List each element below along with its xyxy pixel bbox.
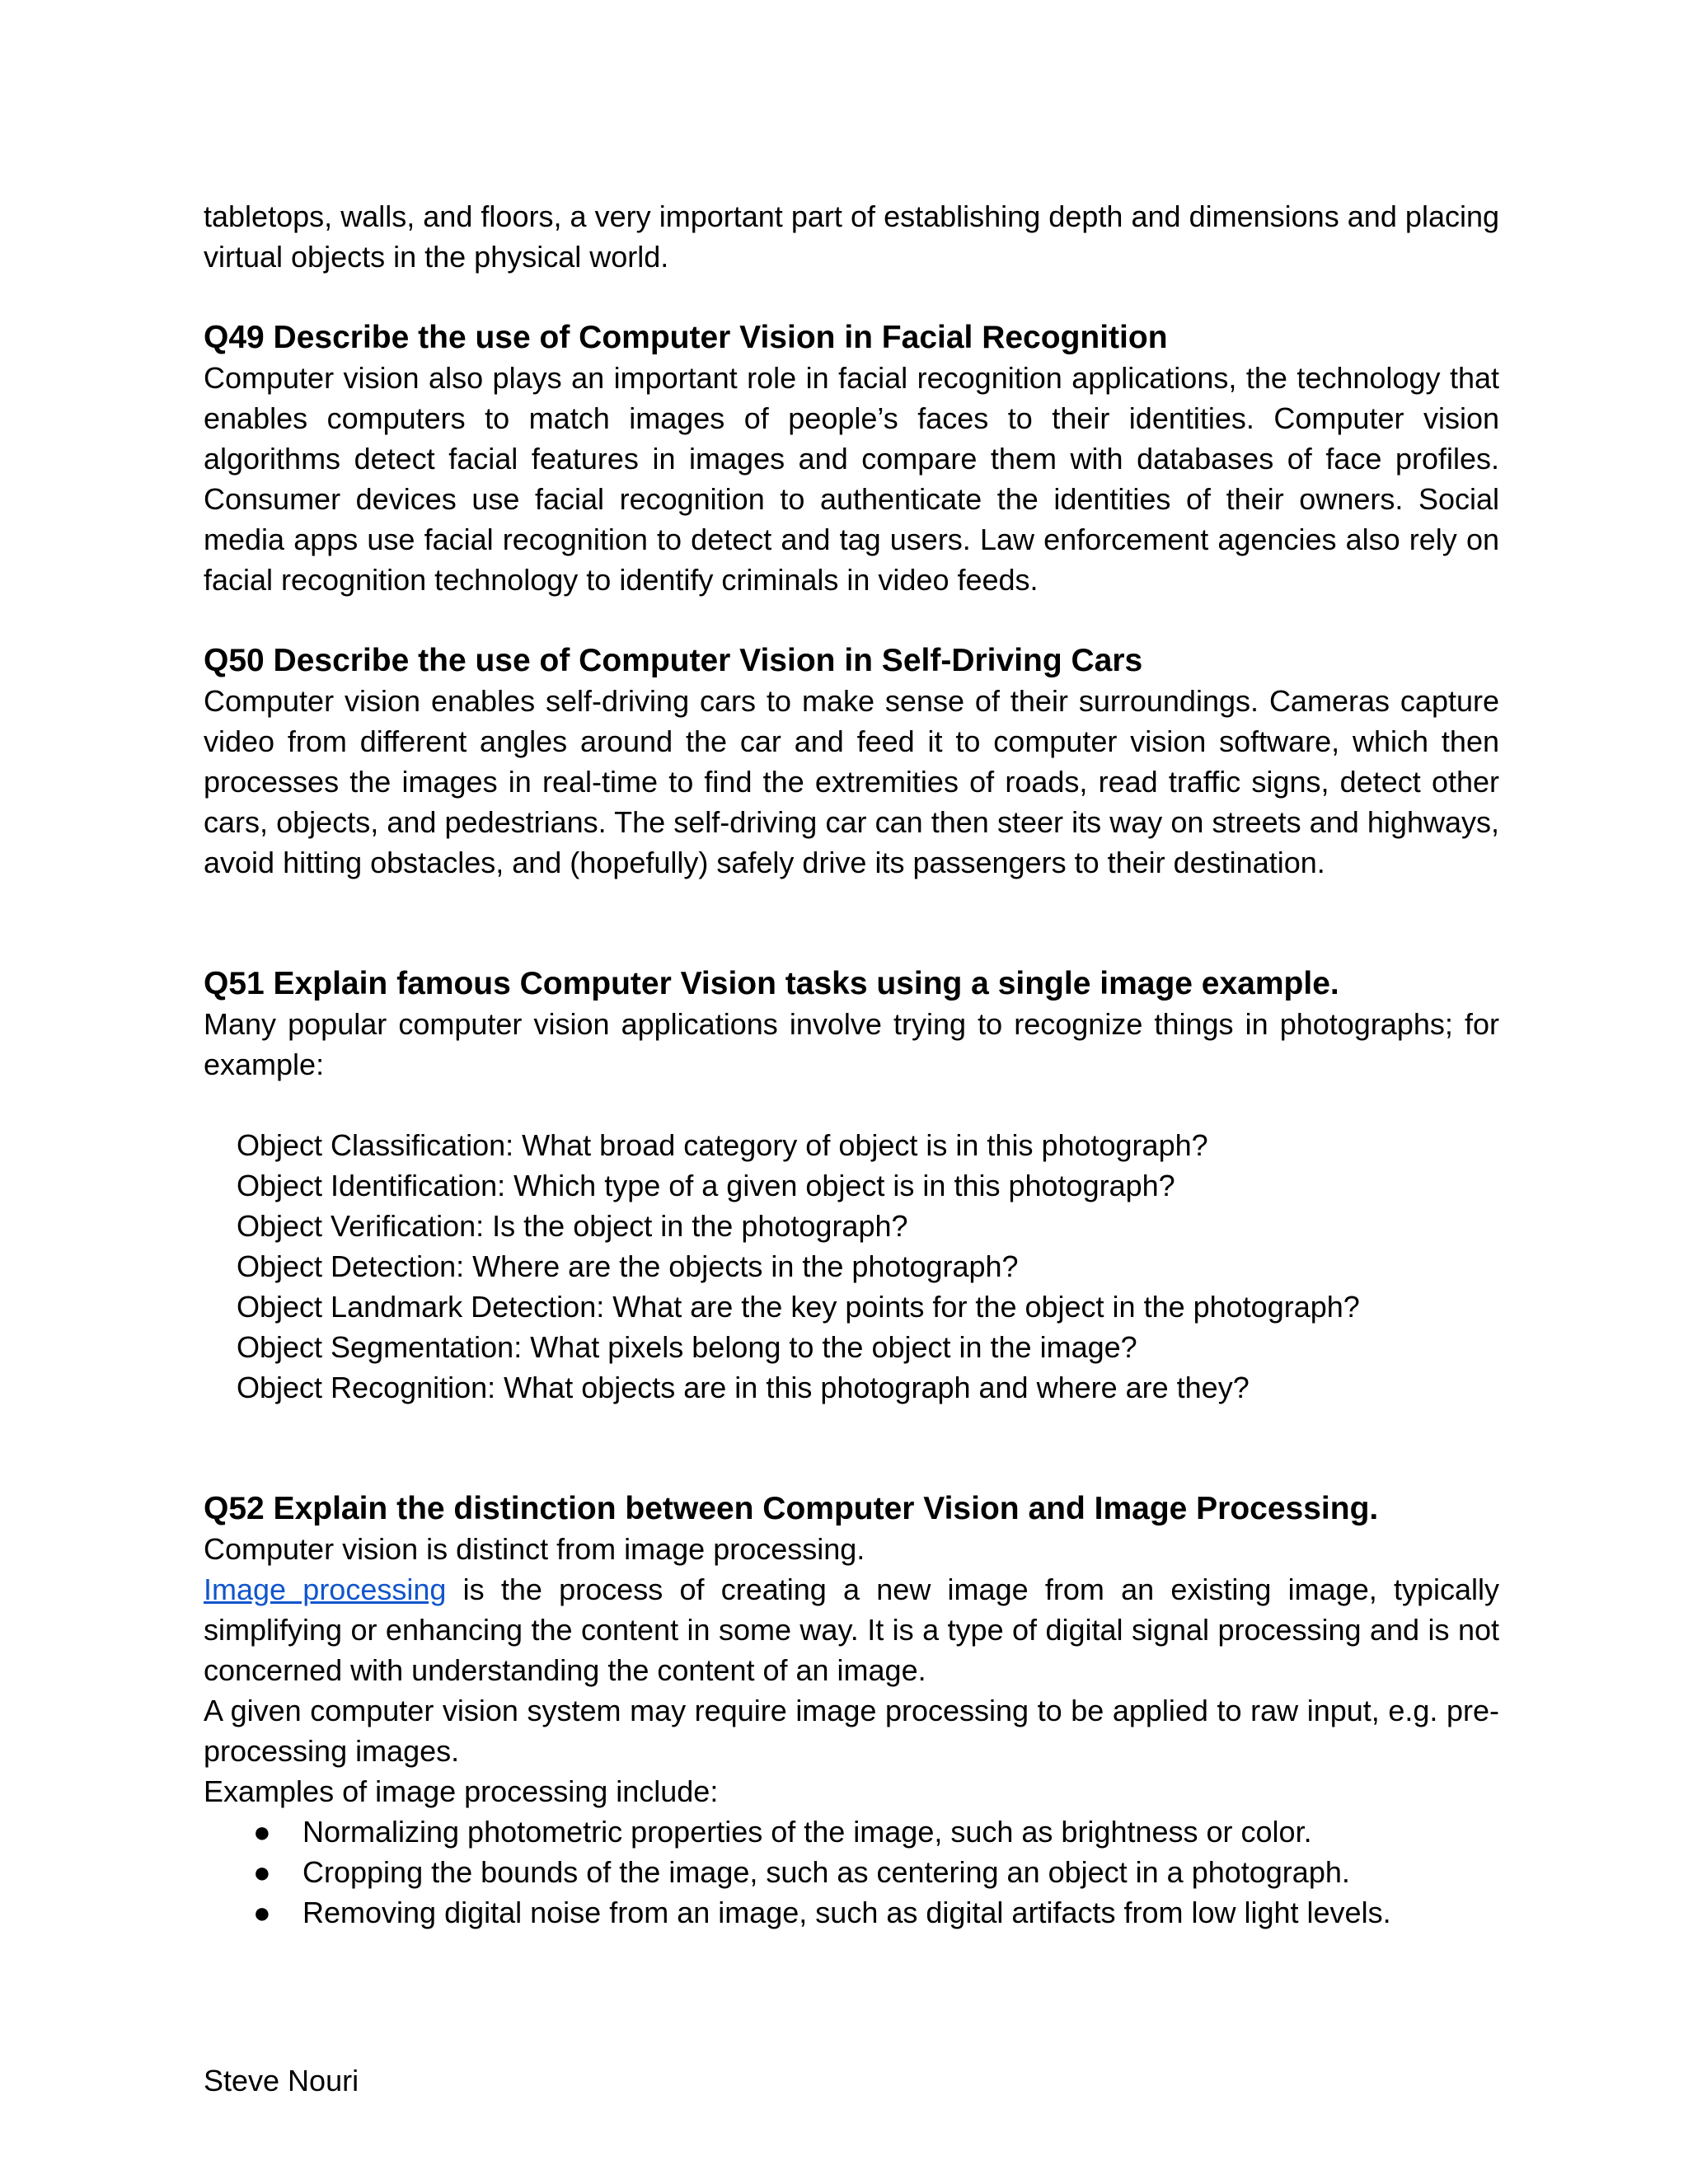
spacer — [204, 1408, 1499, 1488]
spacer — [204, 600, 1499, 640]
list-item: Object Classification: What broad category of object is in this photograph? — [237, 1128, 1208, 1162]
list-item: Object Segmentation: What pixels belong to the object in the image? — [237, 1330, 1137, 1364]
q52-line-1: Computer vision is distinct from image processing. — [204, 1532, 865, 1566]
list-item-text: Cropping the bounds of the image, such as centering an object in a photograph. — [302, 1855, 1350, 1889]
footer-author: Steve Nouri — [204, 2064, 359, 2097]
q52-examples-intro: Examples of image processing include: — [204, 1774, 719, 1808]
q52-paragraph-2-text: is the process of creating a new image from an existing image, typically simplifying or enhancing the content in some way. It is a type of digital signal processing and is not concerned with understanding the content of an image. — [204, 1572, 1499, 1687]
spacer — [204, 883, 1499, 963]
q52-paragraph-2 — [204, 1569, 1499, 1690]
list-item: Object Identification: Which type of a given object is in this photograph? — [237, 1169, 1175, 1202]
list-item — [204, 1852, 1499, 1892]
q52-paragraph-3: A given computer vision system may require image processing to be applied to raw input, e.g. pre-processing images. — [204, 1694, 1499, 1768]
list-item — [204, 1892, 1499, 1933]
list-item: Object Recognition: What objects are in this photograph and where are they? — [237, 1371, 1250, 1404]
intro-paragraph: tabletops, walls, and floors, a very important part of establishing depth and dimensions and placing virtual objects in the physical world. — [204, 199, 1499, 274]
image-processing-link[interactable]: Image processing — [204, 1572, 447, 1606]
list-item — [204, 1811, 1499, 1852]
list-item: Object Landmark Detection: What are the key points for the object in the photograph? — [237, 1290, 1360, 1324]
cv-task-list — [204, 1125, 1499, 1408]
bullet-icon: ● — [253, 1855, 271, 1889]
list-item-text: Normalizing photometric properties of the image, such as brightness or color. — [302, 1815, 1312, 1849]
q51-paragraph: Many popular computer vision applications involve trying to recognize things in photographs; for example: — [204, 1007, 1499, 1081]
q50-paragraph: Computer vision enables self-driving cars to make sense of their surroundings. Cameras capture video from different angles around the car and feed it to computer vision software, which then processes the images in real-time to find the extremities of roads, read traffic signs, detect other cars, objects, and pedestrians. The self-driving car can then steer its way on streets and highways, avoid hitting obstacles, and (hopefully) safely drive its passengers to their destination. — [204, 684, 1499, 879]
list-item-text: Removing digital noise from an image, such as digital artifacts from low light levels. — [302, 1896, 1391, 1929]
spacer — [204, 277, 1499, 317]
document-page — [204, 196, 1499, 1933]
image-processing-examples — [204, 1811, 1499, 1933]
q49-paragraph: Computer vision also plays an important role in facial recognition applications, the technology that enables computers to match images of people’s faces to their identities. Computer vision algorithms detect facial features in images and compare them with databases of face profiles. Consumer devices use facial recognition to authenticate the identities of their owners. Social media apps use facial recognition to detect and tag users. Law enforcement agencies also rely on facial recognition technology to identify criminals in video feeds. — [204, 361, 1499, 597]
bullet-icon: ● — [253, 1896, 271, 1929]
bullet-icon: ● — [253, 1815, 271, 1849]
q49-heading: Q49 Describe the use of Computer Vision in Facial Recognition — [204, 320, 1168, 355]
q51-heading: Q51 Explain famous Computer Vision tasks using a single image example. — [204, 966, 1339, 1001]
q52-heading: Q52 Explain the distinction between Computer Vision and Image Processing. — [204, 1491, 1379, 1526]
q50-heading: Q50 Describe the use of Computer Vision in Self-Driving Cars — [204, 643, 1143, 678]
list-item: Object Detection: Where are the objects in the photograph? — [237, 1249, 1019, 1283]
spacer — [204, 1085, 1499, 1125]
list-item: Object Verification: Is the object in the photograph? — [237, 1209, 908, 1243]
